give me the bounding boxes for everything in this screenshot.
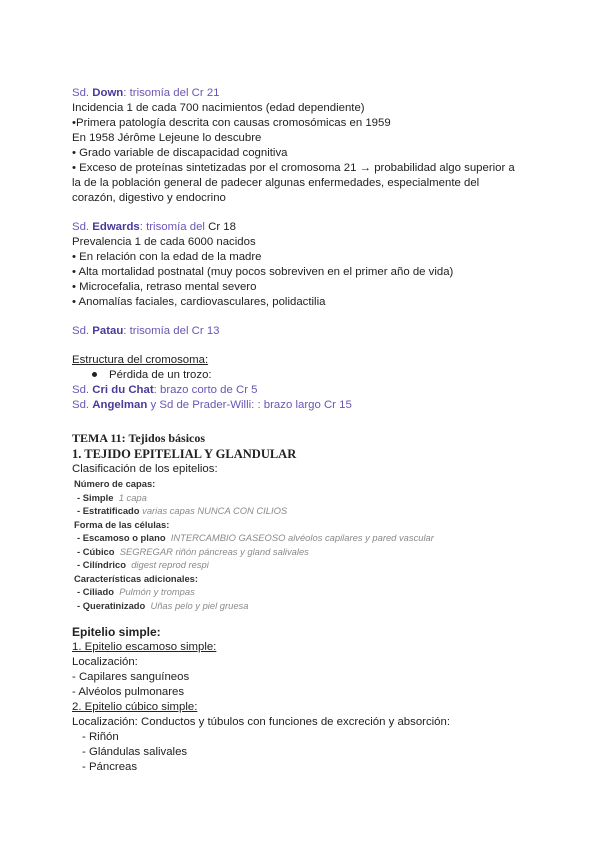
edwards-line-1: Prevalencia 1 de cada 6000 nacidos <box>72 236 256 248</box>
cubico-item-1: - Riñón <box>82 731 119 743</box>
escamoso-item-2: - Alvéolos pulmonares <box>72 686 185 698</box>
localizacion-2: Localización: Conductos y túbulos con funciones de excreción y absorción: <box>72 716 451 728</box>
edwards-line-5: • Anomalías faciales, cardiovasculares, polidactilia <box>72 296 326 308</box>
forma-item-cilindrico: - Cilíndrico digest reprod respi <box>77 559 209 570</box>
patau-heading: Sd. Patau: trisomía del Cr 13 <box>72 325 220 337</box>
edwards-line-4: • Microcefalia, retraso mental severo <box>72 281 257 293</box>
edwards-line-3: • Alta mortalidad postnatal (muy pocos sobreviven en el primer año de vida) <box>72 266 454 278</box>
clasificacion-line: Clasificación de los epitelios: <box>72 463 218 475</box>
down-line-4: • Grado variable de discapacidad cognitiva <box>72 147 288 159</box>
edwards-heading: Sd. Edwards: trisomía del Cr 18 <box>72 221 236 233</box>
escamoso-item-1: - Capilares sanguíneos <box>72 671 190 683</box>
epitelio-escamoso-subheading: 1. Epitelio escamoso simple: <box>72 641 217 653</box>
epitelio-simple-heading: Epitelio simple: <box>72 625 161 639</box>
localizacion-1: Localización: <box>72 656 138 668</box>
estructura-heading: Estructura del cromosoma: <box>72 354 209 366</box>
tema-title: TEMA 11: Tejidos básicos <box>72 431 206 445</box>
bullet-icon <box>92 372 97 377</box>
document-page <box>72 86 532 775</box>
cri-du-chat-line: Sd. Cri du Chat: brazo corto de Cr 5 <box>72 384 258 396</box>
down-line-3: En 1958 Jérôme Lejeune lo descubre <box>72 132 262 144</box>
edwards-line-2: • En relación con la edad de la madre <box>72 251 262 263</box>
capas-heading: Número de capas: <box>74 478 156 489</box>
down-line-5: • Exceso de proteínas sintetizadas por el cromosoma 21 → probabilidad algo superior a la de la población general de padecer algunas enfermedades, especialmente del corazón, digestivo y endocrino <box>72 162 515 204</box>
angelman-line: Sd. Angelman y Sd de Prader-Willi: : brazo largo Cr 15 <box>72 399 352 411</box>
down-heading: Sd. Down: trisomía del Cr 21 <box>72 87 220 99</box>
caract-heading: Características adicionales: <box>74 572 199 584</box>
down-line-1: Incidencia 1 de cada 700 nacimientos (edad dependiente) <box>72 102 365 114</box>
forma-item-escamoso: - Escamoso o plano INTERCAMBIO GASEOSO alvéolos capilares y pared vascular <box>77 532 434 543</box>
capas-item-estratificado: - Estratificado varias capas NUNCA CON CILIOS <box>77 505 288 516</box>
caract-item-queratinizado: - Queratinizado Uñas pelo y piel gruesa <box>77 599 249 611</box>
capas-item-simple: - Simple 1 capa <box>77 491 147 503</box>
caract-item-ciliado: - Ciliado Pulmón y trompas <box>77 586 195 597</box>
forma-item-cubico: - Cúbico SEGREGAR riñón páncreas y gland salivales <box>77 545 309 557</box>
epitelio-cubico-subheading: 2. Epitelio cúbico simple: <box>72 701 198 713</box>
cubico-item-3: - Páncreas <box>82 761 138 773</box>
cubico-item-2: - Glándulas salivales <box>82 746 188 758</box>
estructura-bullet: Pérdida de un trozo: <box>72 368 532 383</box>
down-line-2: •Primera patología descrita con causas cromosómicas en 1959 <box>72 117 391 129</box>
tema-section: 1. TEJIDO EPITELIAL Y GLANDULAR <box>72 447 297 461</box>
forma-heading: Forma de las células: <box>74 518 170 530</box>
